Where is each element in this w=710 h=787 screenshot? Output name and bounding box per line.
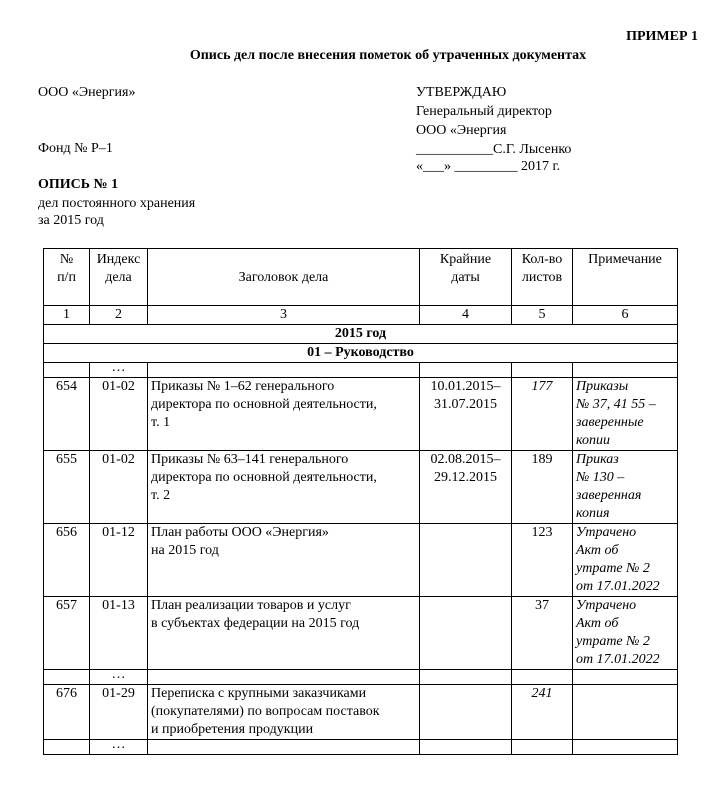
row-index: 01-29 (90, 685, 148, 740)
approval-organization: ООО «Энергия (416, 123, 507, 138)
row-sheets: 37 (512, 597, 573, 670)
row-title: План работы ООО «Энергия» на 2015 год (148, 524, 420, 597)
ellipsis: … (90, 670, 148, 685)
column-number: 3 (148, 306, 420, 325)
header-dates: Крайние даты (420, 249, 512, 306)
inventory-heading: ОПИСЬ № 1 (38, 177, 119, 192)
column-number: 6 (573, 306, 678, 325)
organization-name: ООО «Энергия» (38, 85, 136, 100)
row-index: 01-12 (90, 524, 148, 597)
column-number: 1 (44, 306, 90, 325)
approval-signature: ___________С.Г. Лысенко (416, 142, 572, 157)
row-dates: 02.08.2015– 29.12.2015 (420, 451, 512, 524)
table-row (44, 685, 678, 740)
approval-date: «___» _________ 2017 г. (416, 159, 561, 174)
row-number: 655 (44, 451, 90, 524)
row-sheets: 241 (512, 685, 573, 740)
column-number: 2 (90, 306, 148, 325)
row-index: 01-13 (90, 597, 148, 670)
table-row (44, 451, 678, 524)
ellipsis: … (90, 740, 148, 755)
row-index: 01-02 (90, 451, 148, 524)
fund-number: Фонд № Р–1 (38, 141, 113, 156)
ellipsis-row (44, 363, 678, 378)
row-note: Утрачено Акт об утрате № 2 от 17.01.2022 (573, 597, 678, 670)
row-note: Приказ № 130 – заверенная копия (573, 451, 678, 524)
header-sheets: Кол-во листов (512, 249, 573, 306)
approval-heading: УТВЕРЖДАЮ (416, 85, 507, 100)
row-dates (420, 685, 512, 740)
inventory-table (43, 248, 678, 755)
row-sheets: 177 (512, 378, 573, 451)
table-row (44, 597, 678, 670)
row-index: 01-02 (90, 378, 148, 451)
row-number: 654 (44, 378, 90, 451)
row-title: Приказы № 63–141 генерального директора по основной деятельности, т. 2 (148, 451, 420, 524)
row-note: Утрачено Акт об утрате № 2 от 17.01.2022 (573, 524, 678, 597)
approval-position: Генеральный директор (416, 104, 552, 119)
header-title: Заголовок дела (148, 249, 420, 306)
column-number: 5 (512, 306, 573, 325)
row-sheets: 123 (512, 524, 573, 597)
year-section-row (44, 325, 678, 344)
row-note (573, 685, 678, 740)
row-note: Приказы № 37, 41 55 – заверенные копии (573, 378, 678, 451)
inventory-type: дел постоянного хранения (38, 196, 196, 211)
row-dates (420, 524, 512, 597)
table-row (44, 378, 678, 451)
header-index: Индекс дела (90, 249, 148, 306)
ellipsis-row (44, 670, 678, 685)
column-numbers-row (44, 306, 678, 325)
row-dates (420, 597, 512, 670)
row-sheets: 189 (512, 451, 573, 524)
example-label: ПРИМЕР 1 (626, 29, 698, 44)
row-number: 676 (44, 685, 90, 740)
header-number: № п/п (44, 249, 90, 306)
row-title: План реализации товаров и услуг в субъектах федерации на 2015 год (148, 597, 420, 670)
ellipsis: … (90, 363, 148, 378)
row-number: 657 (44, 597, 90, 670)
table-row (44, 524, 678, 597)
row-dates: 10.01.2015– 31.07.2015 (420, 378, 512, 451)
inventory-year: за 2015 год (38, 213, 104, 228)
year-section: 2015 год (44, 325, 678, 344)
ellipsis-row (44, 740, 678, 755)
row-title: Приказы № 1–62 генерального директора по основной деятельности, т. 1 (148, 378, 420, 451)
header-note: Примечание (573, 249, 678, 306)
subsection-row (44, 344, 678, 363)
subsection: 01 – Руководство (44, 344, 678, 363)
row-title: Переписка с крупными заказчиками (покупателями) по вопросам поставок и приобретения продукции (148, 685, 420, 740)
row-number: 656 (44, 524, 90, 597)
table-header-row (44, 249, 678, 306)
column-number: 4 (420, 306, 512, 325)
document-title: Опись дел после внесения пометок об утраченных документах (189, 48, 587, 63)
